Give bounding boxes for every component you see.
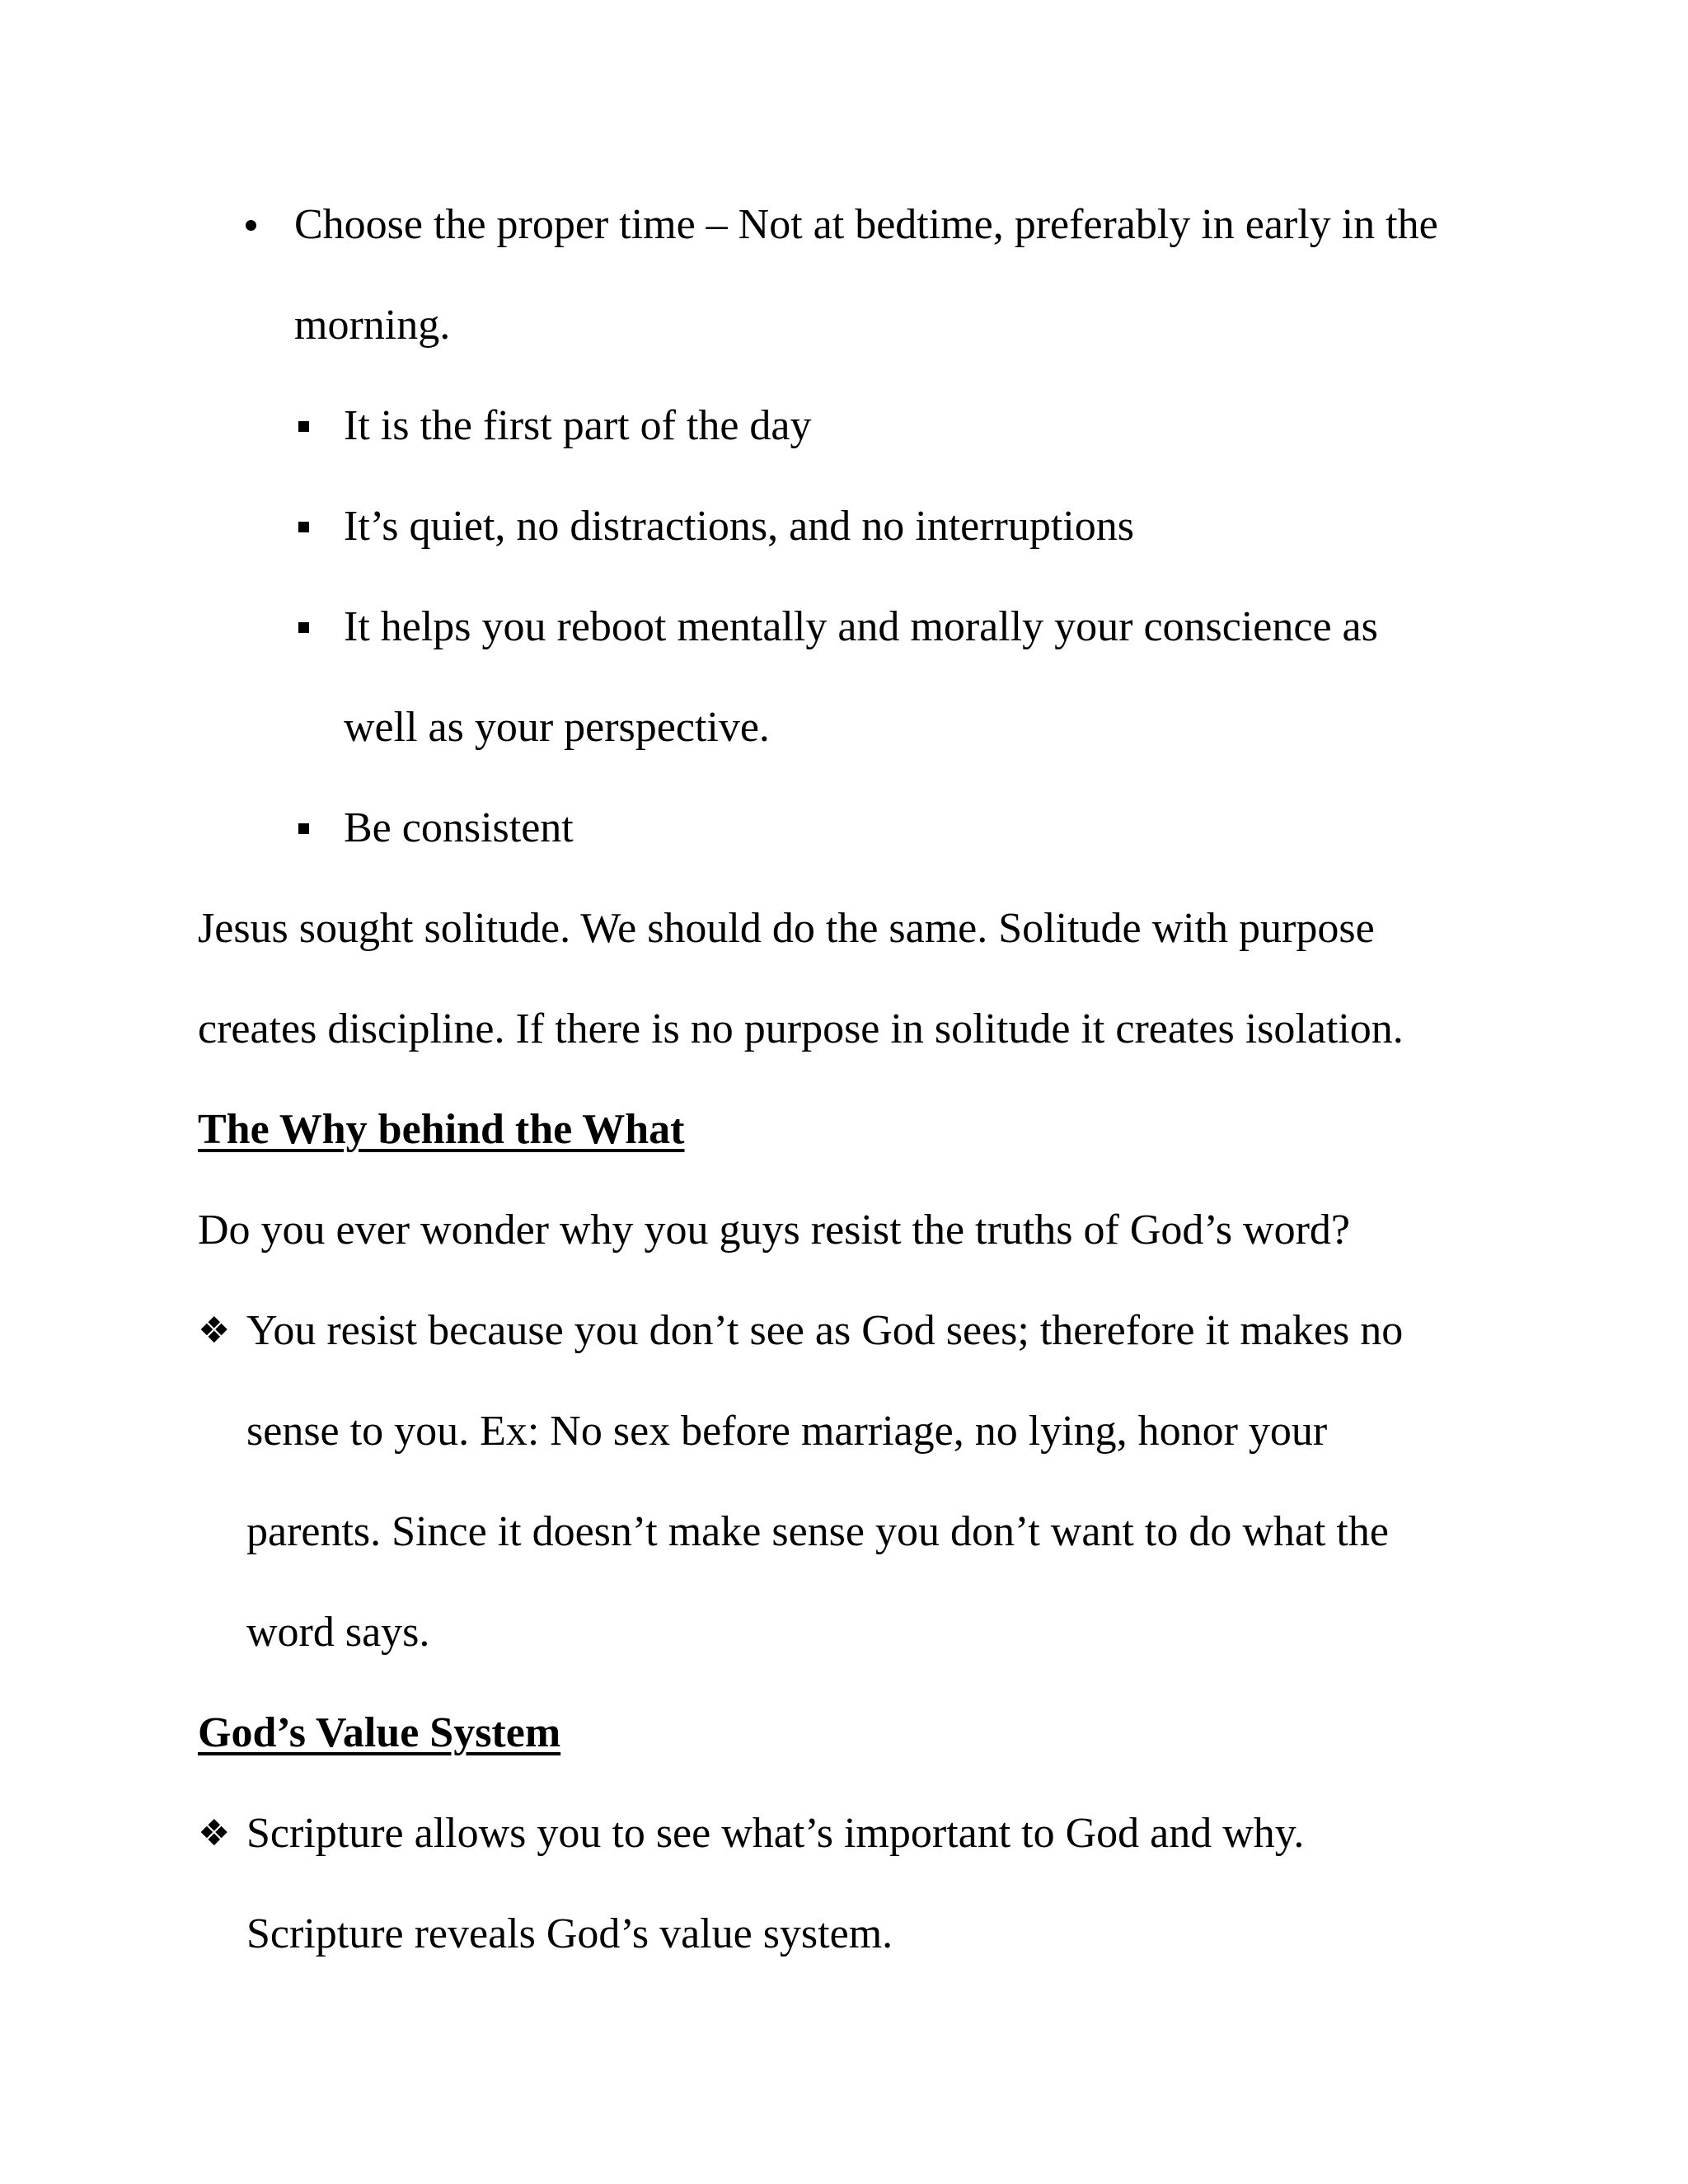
bullet-square-icon [298,421,309,432]
why-section-question: Do you ever wonder why you guys resist the truths of God’s word? [198,1207,1351,1254]
why-bullet-line-1: You resist because you don’t see as God sees; therefore it makes no [246,1307,1404,1354]
why-section-heading: The Why behind the What [198,1106,685,1153]
bullet-square-icon [298,622,309,633]
intro-bullet-line-1: Choose the proper time – Not at bedtime, preferably in early in the [294,201,1438,248]
why-bullet-line-4: word says. [246,1609,430,1656]
why-bullet-line-2: sense to you. Ex: No sex before marriage, no lying, honor your [246,1408,1328,1455]
sub-item-2: It’s quiet, no distractions, and no interruptions [344,503,1134,550]
sub-item-1: It is the first part of the day [344,402,812,449]
intro-bullet-line-2: morning. [294,302,451,349]
bullet-square-icon [298,522,309,532]
solitude-paragraph-line-1: Jesus sought solitude. We should do the same. Solitude with purpose [198,905,1375,952]
bullet-square-icon [298,823,309,834]
why-bullet-line-3: parents. Since it doesn’t make sense you don’t want to do what the [246,1508,1389,1555]
bullet-dot-icon [246,220,256,231]
value-section-heading: God’s Value System [198,1709,561,1756]
sub-item-3-line-2: well as your perspective. [344,704,770,751]
value-bullet-line-2: Scripture reveals God’s value system. [246,1910,893,1957]
solitude-paragraph-line-2: creates discipline. If there is no purpose in solitude it creates isolation. [198,1005,1404,1052]
sub-item-3-line-1: It helps you reboot mentally and morally your conscience as [344,603,1378,650]
value-bullet-line-1: Scripture allows you to see what’s important to God and why. [246,1810,1305,1857]
sub-item-4: Be consistent [344,804,574,851]
four-diamond-bullet-icon: ❖ [198,1310,231,1352]
four-diamond-bullet-icon: ❖ [198,1812,231,1854]
